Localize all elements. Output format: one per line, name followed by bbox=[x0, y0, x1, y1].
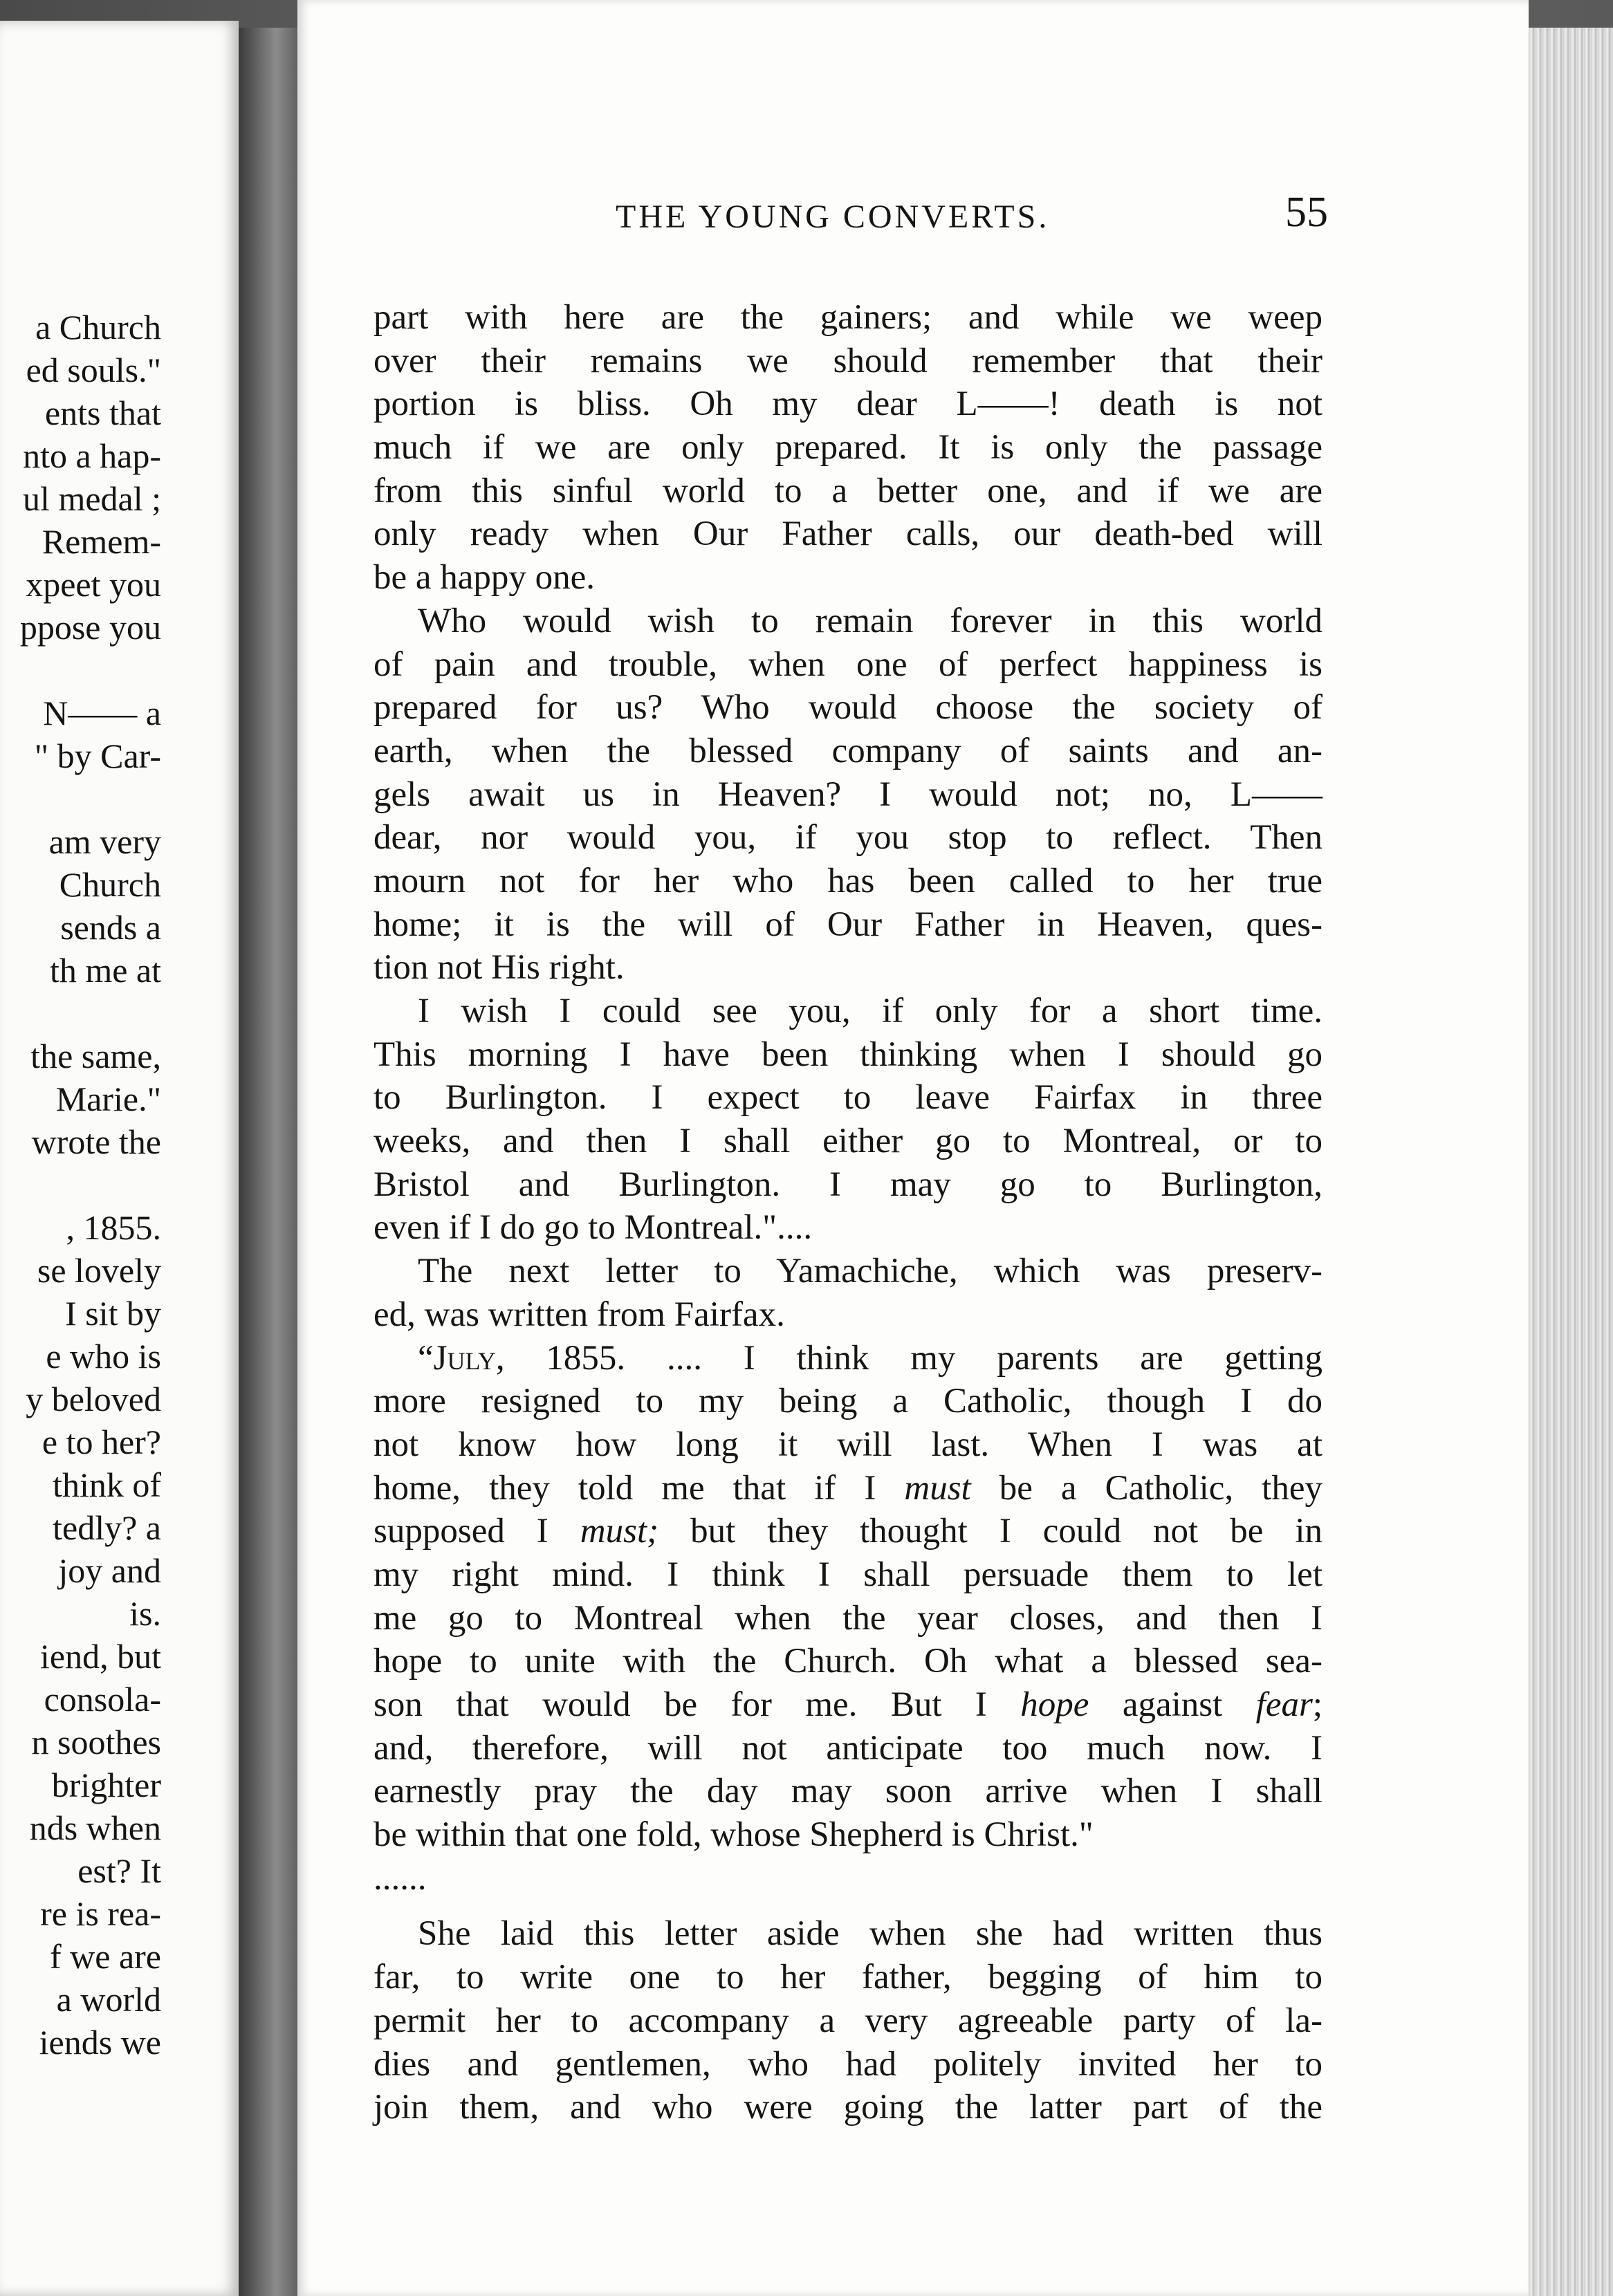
left-page-line bbox=[0, 692, 239, 734]
left-page-line-text: the same, bbox=[30, 1037, 161, 1075]
left-page-line-text: am very bbox=[48, 822, 161, 861]
left-page-line bbox=[0, 477, 239, 520]
left-page-line bbox=[0, 1035, 239, 1077]
left-page-line-text: iend, but bbox=[40, 1637, 161, 1676]
line-segment: but they thought I could not be in bbox=[658, 1512, 1322, 1551]
left-page-line bbox=[0, 777, 239, 820]
left-page-line-text: Remem- bbox=[42, 522, 161, 561]
left-page-line-text: N—— a bbox=[43, 694, 161, 732]
text-line bbox=[374, 1337, 1322, 1380]
left-page-line-text: e to her? bbox=[42, 1423, 161, 1461]
page-number: 55 bbox=[1285, 189, 1328, 236]
text-line bbox=[374, 1683, 1322, 1727]
line-segment: ; bbox=[1312, 1685, 1322, 1724]
text-line: This morning I have been thinking when I should go bbox=[374, 1035, 1322, 1074]
left-page-line bbox=[0, 1163, 239, 1206]
left-page-line bbox=[0, 606, 239, 649]
left-page-line bbox=[0, 1806, 239, 1849]
left-page-line bbox=[0, 1978, 239, 2021]
italic-word: must; bbox=[580, 1512, 659, 1551]
left-page-line bbox=[0, 391, 239, 434]
text-line: even if I do go to Montreal.".... bbox=[374, 1208, 813, 1248]
left-page-line-text: nds when bbox=[29, 1808, 161, 1847]
left-page-line-text: se lovely bbox=[37, 1251, 161, 1290]
left-page-line bbox=[0, 1849, 239, 1892]
text-line: far, to write one to her father, begging of him to bbox=[374, 1958, 1322, 1997]
open-quote: “ bbox=[418, 1338, 434, 1378]
left-page-line-text: ed souls." bbox=[26, 351, 161, 389]
line-segment: supposed I bbox=[374, 1512, 580, 1551]
text-line: my right mind. I think I shall persuade them to let bbox=[374, 1555, 1322, 1594]
text-line: I wish I could see you, if only for a short time. bbox=[418, 992, 1322, 1030]
text-line: much if we are only prepared. It is only the passage bbox=[374, 428, 1322, 467]
left-page-line bbox=[0, 1549, 239, 1592]
left-page-line bbox=[0, 906, 239, 949]
left-page-line-text: est? It bbox=[77, 1851, 161, 1890]
left-page-line-text: sends a bbox=[60, 908, 161, 947]
left-page-line-text: brighter bbox=[51, 1766, 161, 1804]
text-line: join them, and who were going the latter part of the bbox=[374, 2088, 1322, 2127]
left-page-fragment bbox=[0, 21, 239, 2296]
left-page-line bbox=[0, 1935, 239, 1978]
left-page-line bbox=[0, 520, 239, 563]
left-page-line-text: y beloved bbox=[26, 1380, 161, 1418]
left-page-line bbox=[0, 1292, 239, 1335]
text-line: hope to unite with the Church. Oh what a blessed sea- bbox=[374, 1642, 1322, 1681]
left-page-line-text: Church bbox=[59, 865, 161, 904]
text-line: Bristol and Burlington. I may go to Burlington, bbox=[374, 1165, 1322, 1204]
left-page-line bbox=[0, 1077, 239, 1120]
text-line: weeks, and then I shall either go to Montreal, or to bbox=[374, 1122, 1322, 1161]
left-page-line bbox=[0, 1763, 239, 1806]
text-line bbox=[374, 1510, 1322, 1553]
left-page-line-text: " by Car- bbox=[34, 737, 161, 775]
text-line: more resigned to my being a Catholic, though I do bbox=[374, 1382, 1322, 1421]
left-page-line-text: xpeet you bbox=[26, 565, 161, 604]
left-page-line bbox=[0, 1678, 239, 1721]
left-page-line-text: ul medal ; bbox=[23, 479, 161, 518]
running-head-title: THE YOUNG CONVERTS. bbox=[616, 198, 1050, 235]
text-line: to Burlington. I expect to leave Fairfax in three bbox=[374, 1078, 1322, 1118]
left-page-line bbox=[0, 349, 239, 391]
text-line: over their remains we should remember that their bbox=[374, 341, 1322, 380]
left-page-line bbox=[0, 649, 239, 692]
italic-word: hope bbox=[1020, 1685, 1089, 1724]
left-page-line bbox=[0, 820, 239, 863]
left-page-line bbox=[0, 1335, 239, 1378]
text-line: dear, nor would you, if you stop to reflect. Then bbox=[374, 818, 1322, 858]
left-page-line bbox=[0, 1420, 239, 1463]
text-line: me go to Montreal when the year closes, and then I bbox=[374, 1598, 1322, 1638]
left-page-line-text: , 1855. bbox=[66, 1208, 161, 1247]
letter-date-word: July bbox=[433, 1338, 496, 1378]
text-line bbox=[374, 1467, 1322, 1510]
text-line: gels await us in Heaven? I would not; no, L—— bbox=[374, 775, 1322, 814]
text-line: be within that one fold, whose Shepherd is Christ." bbox=[374, 1815, 1094, 1855]
left-page-lines bbox=[0, 306, 239, 2064]
left-page-line bbox=[0, 863, 239, 906]
left-page-line bbox=[0, 434, 239, 477]
left-page-line-text: ppose you bbox=[19, 608, 161, 647]
text-line: permit her to accompany a very agreeable party of la- bbox=[374, 2001, 1322, 2040]
text-line: earnestly pray the day may soon arrive when I shall bbox=[374, 1772, 1322, 1811]
running-head bbox=[616, 189, 1328, 242]
left-page-line bbox=[0, 1592, 239, 1635]
text-line: of pain and trouble, when one of perfect happiness is bbox=[374, 645, 1322, 684]
text-line: She laid this letter aside when she had written thus bbox=[418, 1914, 1322, 1954]
left-page-line-text: nto a hap- bbox=[23, 436, 161, 475]
line-segment: against bbox=[1089, 1685, 1256, 1724]
left-page-line-text: is. bbox=[129, 1594, 161, 1633]
left-page-line-text: ents that bbox=[44, 394, 161, 432]
left-page-line bbox=[0, 1249, 239, 1292]
text-line: part with here are the gainers; and while we weep bbox=[374, 298, 1322, 337]
text-line: earth, when the blessed company of saints and an- bbox=[374, 731, 1322, 770]
left-page-line bbox=[0, 1463, 239, 1506]
left-page-line bbox=[0, 949, 239, 992]
left-page-line-text: joy and bbox=[58, 1551, 161, 1590]
page-edges bbox=[1529, 28, 1613, 2296]
left-page-line bbox=[0, 306, 239, 349]
left-page-line-text: re is rea- bbox=[40, 1894, 161, 1933]
text-line: not know how long it will last. When I was at bbox=[374, 1425, 1322, 1464]
left-page-line bbox=[0, 563, 239, 606]
left-page-line-text: iends we bbox=[39, 2023, 161, 2062]
line-segment: be a Catholic, they bbox=[970, 1468, 1322, 1508]
body-text bbox=[374, 296, 1322, 2129]
left-page-line-text: e who is bbox=[46, 1337, 161, 1376]
left-page-line-text: th me at bbox=[49, 951, 161, 990]
left-page-line bbox=[0, 992, 239, 1035]
text-line: tion not His right. bbox=[374, 948, 625, 988]
left-page-line-text: f we are bbox=[50, 1937, 161, 1976]
left-page-line-text: consola- bbox=[44, 1680, 161, 1719]
italic-word: fear bbox=[1255, 1685, 1313, 1724]
text-line: from this sinful world to a better one, and if we are bbox=[374, 471, 1322, 510]
italic-word: must bbox=[904, 1468, 971, 1508]
left-page-line-text: I sit by bbox=[65, 1294, 161, 1333]
left-page-line bbox=[0, 1635, 239, 1678]
text-line: Who would wish to remain forever in this world bbox=[418, 601, 1322, 640]
text-line: ...... bbox=[374, 1858, 427, 1898]
book-gutter bbox=[239, 28, 301, 2296]
left-page-line-text: n soothes bbox=[31, 1723, 161, 1761]
text-line: mourn not for her who has been called to her true bbox=[374, 861, 1322, 900]
text-line: prepared for us? Who would choose the society of bbox=[374, 688, 1322, 728]
text-line: and, therefore, will not anticipate too much now. I bbox=[374, 1728, 1322, 1768]
line-segment: home, they told me that if I bbox=[374, 1468, 905, 1508]
left-page-line bbox=[0, 1378, 239, 1420]
left-page-line bbox=[0, 1120, 239, 1163]
left-page-line bbox=[0, 1206, 239, 1249]
left-page-line-text: a Church bbox=[35, 308, 161, 346]
text-line: be a happy one. bbox=[374, 558, 596, 598]
left-page-line bbox=[0, 1721, 239, 1763]
text-line: home; it is the will of Our Father in Heaven, ques- bbox=[374, 905, 1322, 944]
line-segment: son that would be for me. But I bbox=[374, 1685, 1021, 1724]
left-page-line-text: a world bbox=[56, 1980, 161, 2019]
text-line: only ready when Our Father calls, our death-bed will bbox=[374, 515, 1322, 554]
text-line: dies and gentlemen, who had politely invited her to bbox=[374, 2044, 1322, 2084]
left-page-line-text: tedly? a bbox=[53, 1508, 161, 1547]
left-page-line bbox=[0, 1506, 239, 1549]
text-line: ed, was written from Fairfax. bbox=[374, 1295, 785, 1334]
left-page-line bbox=[0, 2021, 239, 2064]
left-page-line bbox=[0, 1892, 239, 1935]
letter-date-rest: , 1855. .... I think my parents are getting bbox=[495, 1338, 1322, 1378]
left-page-line-text: wrote the bbox=[31, 1122, 161, 1161]
left-page-line-text: think of bbox=[53, 1465, 161, 1504]
text-line: The next letter to Yamachiche, which was preserv- bbox=[418, 1252, 1322, 1291]
left-page-line-text: Marie." bbox=[55, 1080, 161, 1118]
text-line: portion is bliss. Oh my dear L——! death is not bbox=[374, 385, 1322, 424]
left-page-line bbox=[0, 734, 239, 777]
